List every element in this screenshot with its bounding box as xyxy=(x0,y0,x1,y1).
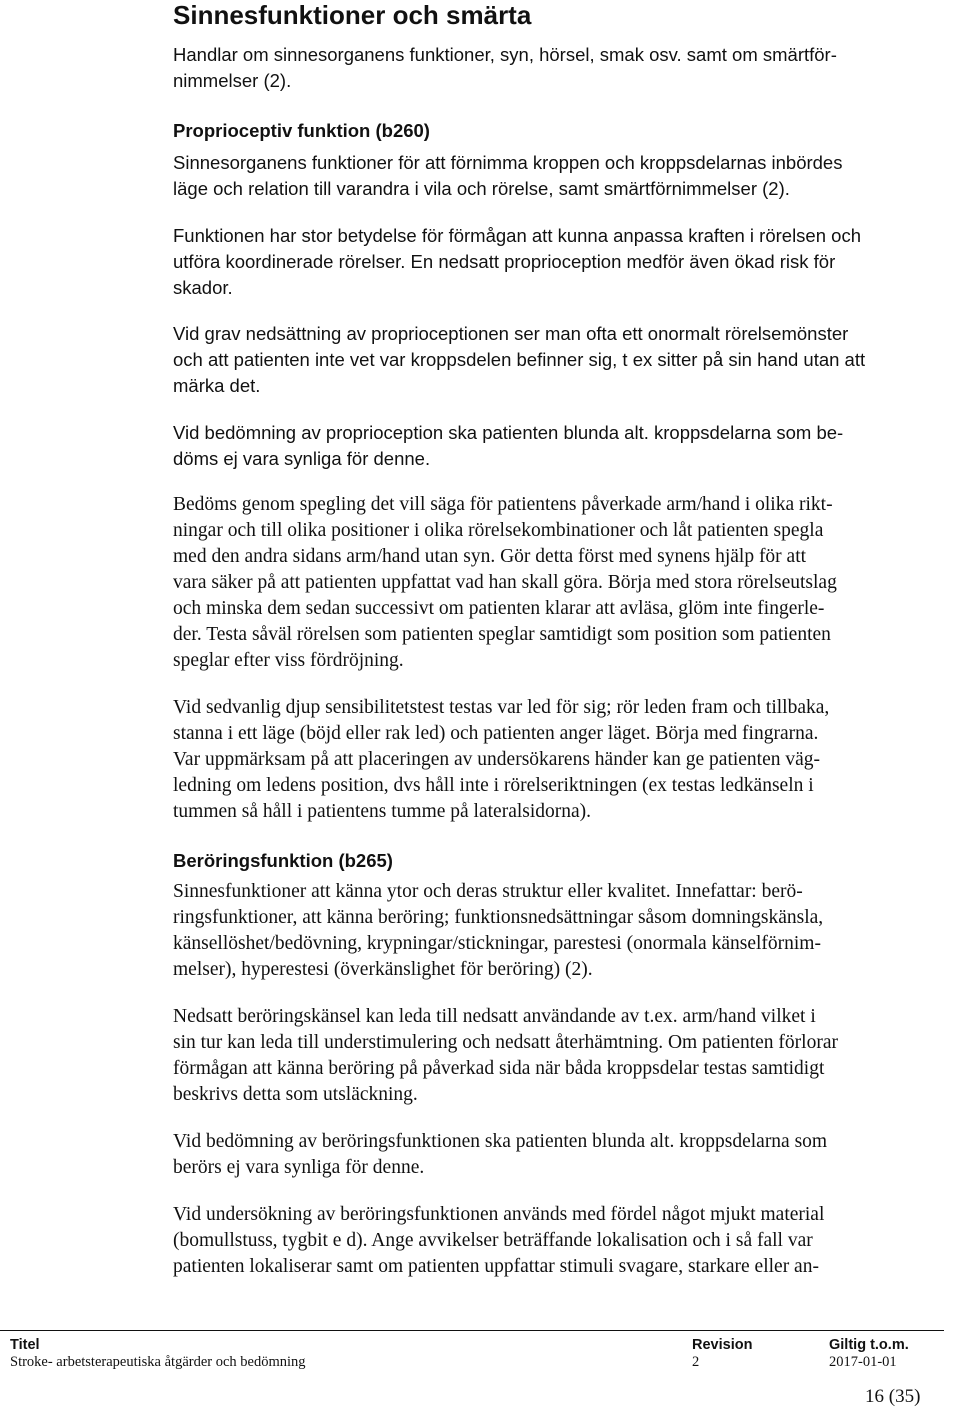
touch-p3-line-1: Vid undersökning av beröringsfunktionen används med fördel något mjukt material xyxy=(173,1204,825,1225)
proprio-def-line-2: läge och relation till varandra i vila och rörelse, samt smärtförnimmelser (2). xyxy=(173,178,790,199)
touch-def-line-4: melser), hyperestesi (överkänslighet för beröring) (2). xyxy=(173,959,593,980)
touch-p3-line-2: (bomullstuss, tygbit e d). Ange avvikelser beträffande lokalisation och i så fall var xyxy=(173,1230,813,1251)
touch-p1-line-2: sin tur kan leda till understimulering och nedsatt återhämtning. Om patienten förlorar xyxy=(173,1032,838,1053)
proprio-p4-line-2: ningar och till olika positioner i olika rörelsekombinationer och låt patienten spegla xyxy=(173,520,824,541)
touch-def-line-2: ringsfunktioner, att känna beröring; funktionsnedsättningar såsom domningskänsla, xyxy=(173,907,824,928)
proprio-p4-line-6: der. Testa såväl rörelsen som patienten speglar samtidigt som position som patienten xyxy=(173,624,831,645)
proprio-p1-line-3: skador. xyxy=(173,277,233,298)
touch-p2-line-2: berörs ej vara synliga för denne. xyxy=(173,1157,425,1178)
proprio-p1-line-2: utföra koordinerade rörelser. En nedsatt proprioception medför även ökad risk för xyxy=(173,251,836,272)
proprio-p2-line-3: märka det. xyxy=(173,375,261,396)
touch-p2-line-1: Vid bedömning av beröringsfunktionen ska patienten blunda alt. kroppsdelarna som xyxy=(173,1131,828,1152)
touch-def-line-1: Sinnesfunktioner att känna ytor och deras struktur eller kvalitet. Innefattar: berö- xyxy=(173,881,803,902)
touch-def-line-3: känsellöshet/bedövning, krypningar/stickningar, parestesi (onormala känselförnim- xyxy=(173,933,821,954)
proprio-p4-line-3: med den andra sidans arm/hand utan syn. Gör detta först med synens hjälp för att xyxy=(173,546,807,567)
proprio-p5-line-1: Vid sedvanlig djup sensibilitetstest testas var led för sig; rör leden fram och tillbaka, xyxy=(173,697,830,718)
intro-line-1: Handlar om sinnesorganens funktioner, syn, hörsel, smak osv. samt om smärtför- xyxy=(173,44,837,65)
footer-revision-label: Revision xyxy=(692,1337,753,1353)
proprio-p4-line-4: vara säker på att patienten uppfattat vad han skall göra. Börja med stora rörelseutslag xyxy=(173,572,837,593)
proprio-p5-line-5: tummen så håll i patientens tumme på lateralsidorna). xyxy=(173,801,592,822)
proprio-p5-line-2: stanna i ett läge (böjd eller rak led) och patienten anger läget. Börja med fingrarna. xyxy=(173,723,819,744)
footer-revision-value: 2 xyxy=(692,1354,700,1370)
proprio-p1-line-1: Funktionen har stor betydelse för förmågan att kunna anpassa kraften i rörelsen och xyxy=(173,225,861,246)
footer-valid-value: 2017-01-01 xyxy=(829,1354,897,1370)
touch-heading: Beröringsfunktion (b265) xyxy=(173,850,393,871)
proprio-p4-line-5: och minska dem sedan successivt om patienten klarar att avläsa, glöm inte fingerle- xyxy=(173,598,825,619)
section-title: Sinnesfunktioner och smärta xyxy=(173,0,532,30)
touch-p3-line-3: patienten lokaliserar samt om patienten uppfattar stimuli svagare, starkare eller an- xyxy=(173,1256,819,1277)
proprio-p3-line-1: Vid bedömning av proprioception ska patienten blunda alt. kroppsdelarna som be- xyxy=(173,422,844,443)
touch-p1-line-1: Nedsatt beröringskänsel kan leda till nedsatt användande av t.ex. arm/hand vilket i xyxy=(173,1006,816,1027)
proprio-p4-line-7: speglar efter viss fördröjning. xyxy=(173,650,404,671)
proprio-heading: Proprioceptiv funktion (b260) xyxy=(173,120,430,141)
footer-title-label: Titel xyxy=(10,1337,40,1353)
proprio-p5-line-4: ledning om ledens position, dvs håll inte i rörelseriktningen (ex testas ledkänseln i xyxy=(173,775,814,796)
touch-p1-line-3: förmågan att känna beröring på påverkad sida när båda kroppsdelar testas samtidigt xyxy=(173,1058,825,1079)
footer-title-value: Stroke- arbetsterapeutiska åtgärder och bedömning xyxy=(10,1354,306,1370)
proprio-p3-line-2: döms ej vara synliga för denne. xyxy=(173,448,431,469)
footer-divider xyxy=(0,1330,944,1331)
proprio-p4-line-1: Bedöms genom spegling det vill säga för patientens påverkade arm/hand i olika rikt- xyxy=(173,494,833,515)
proprio-p2-line-2: och att patienten inte vet var kroppsdelen befinner sig, t ex sitter på sin hand utan att xyxy=(173,349,866,370)
intro-line-2: nimmelser (2). xyxy=(173,70,292,91)
proprio-def-line-1: Sinnesorganens funktioner för att förnimma kroppen och kroppsdelarnas inbördes xyxy=(173,152,843,173)
touch-p1-line-4: beskrivs detta som utsläckning. xyxy=(173,1084,418,1105)
proprio-p2-line-1: Vid grav nedsättning av proprioceptionen ser man ofta ett onormalt rörelsemönster xyxy=(173,323,849,344)
page-number: 16 (35) xyxy=(865,1386,921,1407)
proprio-p5-line-3: Var uppmärksam på att placeringen av undersökarens händer kan ge patienten väg- xyxy=(173,749,821,770)
footer-valid-label: Giltig t.o.m. xyxy=(829,1337,909,1353)
